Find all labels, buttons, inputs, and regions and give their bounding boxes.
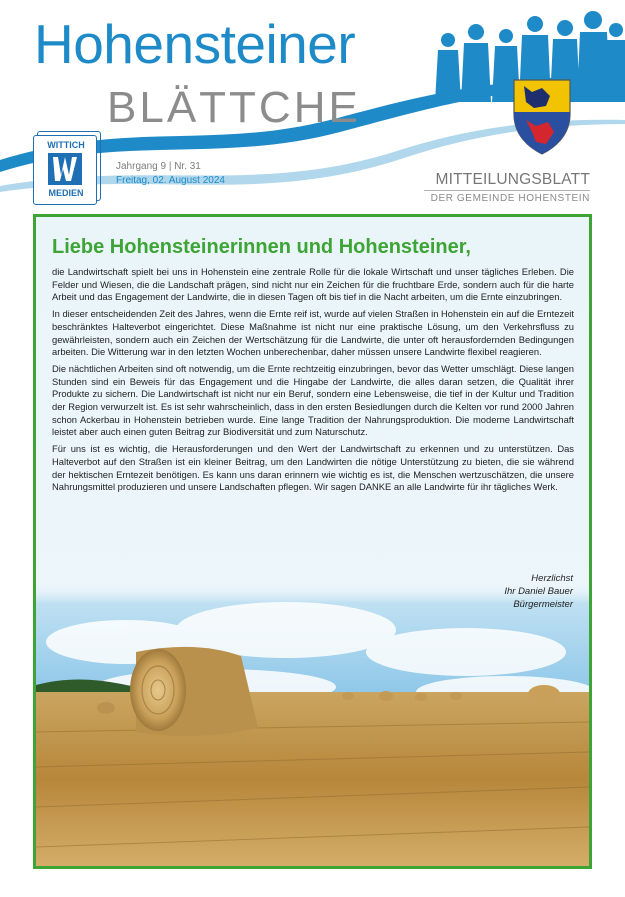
article-paragraph: die Landwirtschaft spielt bei uns in Hohenstein eine zentrale Rolle für die lokale Wirtschaft und unser tägliches Erleben. Die Felder und Wiesen, die die Landschaft prägen, sind nicht nur ein Zeichen für die fruchtbare Erde, sondern auch für die harte Arbeit und das Engagement der Landwirte, die in diesen Tagen oft bis tief in die Nacht arbeiten, um die Ernte einzubringen. [52,266,574,303]
article-body [52,266,574,498]
article-paragraph: Die nächtlichen Arbeiten sind oft notwendig, um die Ernte rechtzeitig einzubringen, bevor das Wetter umschlägt. Diese langen Stunden sind ein Beweis für das Engagement und die Hingabe der Landwirte, die alles daran setzen, die Qualität ihrer Produkte zu sichern. Die Landwirtschaft ist nicht nur ein Beruf, sondern eine Lebensweise, die tief in der Kultur und Tradition der Region verwurzelt ist. Es ist sehr wahrscheinlich, dass in den ersten Besiedlungen durch die Kelten vor rund 2000 Jahren schon Ackerbau in Hohenstein betrieben wurde. Eine lange Tradition der Nahrungsproduktion. Die moderne Landwirtschaft leistet aber auch einen guten Beitrag zur Biodiversität und zum Naturschutz. [52,362,574,438]
publisher-name-top: WITTICH [47,140,85,150]
signature-block [504,572,573,611]
harvest-field-photo [36,582,589,866]
article-paragraph: In dieser entscheidenden Zeit des Jahres, wenn die Ernte reif ist, wurde auf vielen Straßen in Hohenstein ein auf die Erntezeit beschränktes Halteverbot eingerichtet. Diese Maßnahme ist nicht nur eine praktische Lösung, um den Verkehrsfluss zu gewährleisten, sondern auch ein Zeichen der Wertschätzung für die Landwirte, die unter oft herausfordernden Bedingungen arbeiten. Die Witterung war in den letzten Wochen unberechenbar, daher müssen unsere Landwirte flexibel reagieren. [52,308,574,358]
article-frame [33,214,592,869]
wittich-w-mark [48,153,82,185]
article-paragraph: Für uns ist es wichtig, die Herausforderungen und den Wert der Landwirtschaft zu erkennen und zu unterstützen. Das Halteverbot auf den Straßen ist ein kleiner Beitrag, um den Landwirten die nötige Unterstützung zu bieten, die sie während der hektischen Erntezeit benötigen. Es kann uns daran erinnern wie wichtig es ist, die Menschen wertzuschätzen, die unsere Nahrungsmittel produzieren und unsere Landschaften pflegen. Wir sagen DANKE an alle Landwirte für ihr tägliches Werk. [52,443,574,493]
article-headline: Liebe Hohensteinerinnen und Hohensteiner, [52,236,471,258]
bulletin-divider [424,190,590,191]
municipality-label: DER GEMEINDE HOHENSTEIN [430,193,590,204]
issue-number: Jahrgang 9 | Nr. 31 [116,161,201,172]
newspaper-subtitle: BLÄTTCHE [107,83,361,132]
signer-name: Ihr Daniel Bauer [504,586,573,597]
coat-of-arms-icon [510,74,574,156]
bulletin-label: MITTEILUNGSBLATT [435,171,590,188]
issue-date: Freitag, 02. August 2024 [116,175,225,186]
newspaper-title: Hohensteiner [34,13,356,75]
publisher-name-bottom: MEDIEN [48,188,84,198]
closing-line: Herzlichst [531,573,573,584]
signer-role: Bürgermeister [513,599,573,610]
wittich-medien-logo [33,131,99,203]
